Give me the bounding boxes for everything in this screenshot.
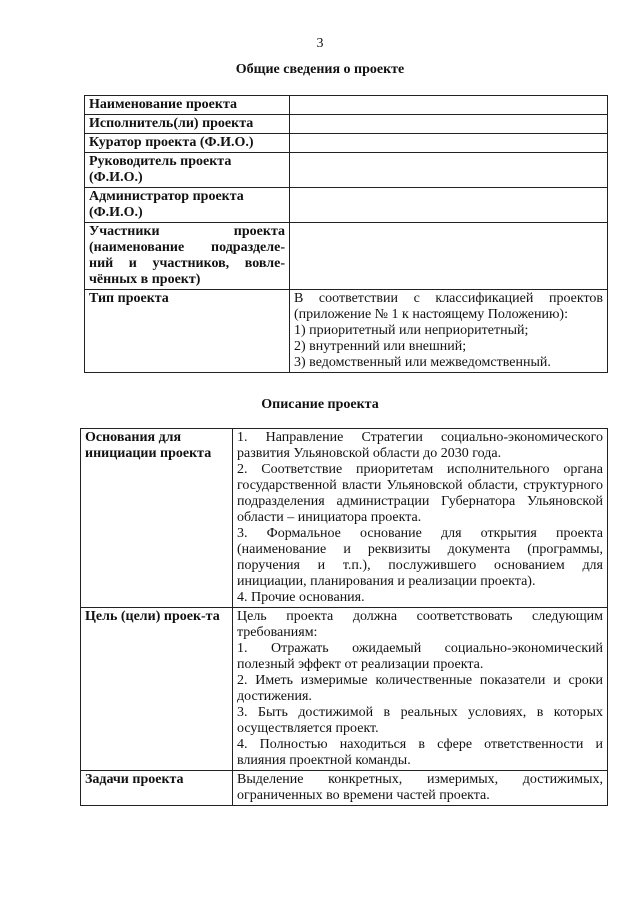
general-info-table bbox=[84, 95, 608, 373]
task-item: Выделение конкретных, измеримых, достижимых, ограниченных во времени частей проекта. bbox=[237, 772, 603, 803]
table-row bbox=[81, 771, 608, 806]
row-label: Задачи проекта bbox=[81, 771, 233, 806]
description-heading: Описание проекта bbox=[261, 397, 379, 412]
table-row bbox=[85, 153, 608, 188]
basis-item: 4. Прочие основания. bbox=[237, 590, 365, 605]
basis-cell bbox=[233, 429, 608, 608]
row-value bbox=[290, 96, 608, 115]
project-type-cell bbox=[290, 290, 608, 373]
basis-item: 2. Соответствие приоритетам исполнительного органа государственной власти Ульяновской области, структурного подразделения администрации Губернатора Ульяновской области – инициатора проекта. bbox=[237, 462, 603, 525]
table-row bbox=[81, 608, 608, 771]
row-label: Куратор проекта (Ф.И.О.) bbox=[85, 134, 290, 153]
goal-item: 4. Полностью находиться в сфере ответственности и влияния проектной команды. bbox=[237, 737, 603, 768]
project-type-line: 1) приоритетный или неприоритетный; bbox=[294, 323, 529, 338]
general-info-heading: Общие сведения о проекте bbox=[235, 62, 405, 77]
row-value bbox=[290, 134, 608, 153]
table-row bbox=[85, 115, 608, 134]
row-value bbox=[290, 153, 608, 188]
row-label: Руководитель проекта (Ф.И.О.) bbox=[85, 153, 290, 188]
row-label: Администратор проекта (Ф.И.О.) bbox=[85, 188, 290, 223]
row-label: Цель (цели) проек-та bbox=[81, 608, 233, 771]
table-row bbox=[85, 134, 608, 153]
goal-item: 3. Быть достижимой в реальных условиях, в которых осуществляется проект. bbox=[237, 705, 603, 736]
basis-item: 3. Формальное основание для открытия проекта (наименование и реквизиты документа (программы, поручения и т.п.), послужившего основанием для инициации, планирования и реализации проекта). bbox=[237, 526, 603, 589]
table-row bbox=[81, 429, 608, 608]
row-label: Основания для инициации проекта bbox=[81, 429, 233, 608]
description-table bbox=[80, 428, 608, 806]
tasks-cell bbox=[233, 771, 608, 806]
goal-item: Цель проекта должна соответствовать следующим требованиям: bbox=[237, 609, 603, 640]
row-value bbox=[290, 223, 608, 290]
table-row bbox=[85, 290, 608, 373]
goal-item: 2. Иметь измеримые количественные показатели и сроки достижения. bbox=[237, 673, 603, 704]
table-row bbox=[85, 188, 608, 223]
project-type-line: 3) ведомственный или межведомственный. bbox=[294, 355, 551, 370]
goal-item: 1. Отражать ожидаемый социально-экономический полезный эффект от реализации проекта. bbox=[237, 641, 603, 672]
row-label: Тип проекта bbox=[85, 290, 290, 373]
row-value bbox=[290, 188, 608, 223]
basis-item: 1. Направление Стратегии социально-экономического развития Ульяновской области до 2030 года. bbox=[237, 430, 603, 461]
page-number: 3 bbox=[316, 36, 324, 51]
row-label: Исполнитель(ли) проекта bbox=[85, 115, 290, 134]
project-type-line: 2) внутренний или внешний; bbox=[294, 339, 467, 354]
goals-cell bbox=[233, 608, 608, 771]
row-value bbox=[290, 115, 608, 134]
table-row bbox=[85, 223, 608, 290]
table-row bbox=[85, 96, 608, 115]
project-type-line: В соответствии с классификацией проектов (приложение № 1 к настоящему Положению): bbox=[294, 291, 603, 322]
row-label: Наименование проекта bbox=[85, 96, 290, 115]
row-label: Участники проекта (наименование подразделе-ний и участников, вовле-чённых в проект) bbox=[85, 223, 290, 290]
